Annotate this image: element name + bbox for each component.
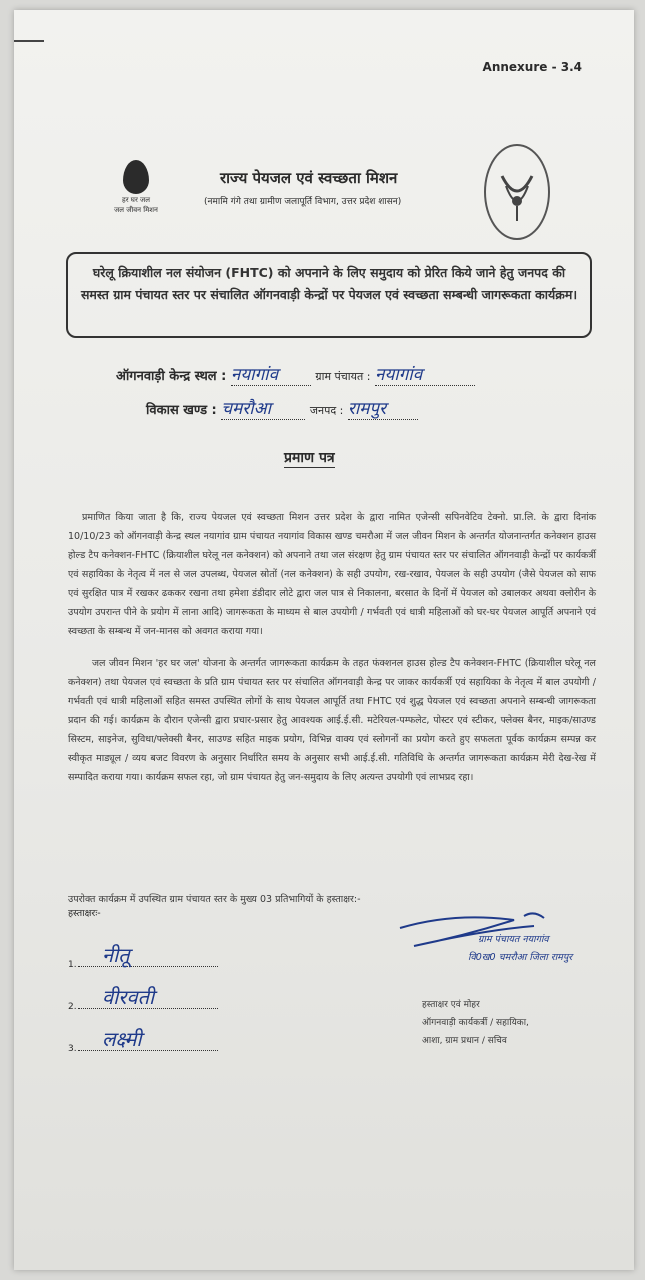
program-title-box: घरेलू क्रियाशील नल संयोजन (FHTC) को अपनाने के लिए समुदाय को प्रेरित किये जाने हेतु जनपद की समस्त ग्राम पंचायत स्तर पर संचालित ऑगनवाड़ी केन्द्रों पर पेयजल एवं स्वच्छता सम्बन्धी जागरूकता कार्यक्रम। [66,252,592,338]
vikas-khand-row [146,396,418,420]
handwritten-signature-icon [394,906,614,986]
participant-name: वीरवती [102,985,155,1009]
anganwadi-value: नयागांव [231,362,311,386]
anganwadi-row [116,362,475,386]
signatures-label: हस्ताक्षरः- [68,908,101,919]
participant-signature-3: 3. लक्ष्मी [68,1044,218,1054]
document-page [14,10,634,1270]
participant-name: नीतू [102,943,130,967]
paragraph-1: प्रमाणित किया जाता है कि, राज्य पेयजल एवं स्वच्छता मिशन उत्तर प्रदेश के द्वारा नामित एजेन्सी सपिनवेटिव टेक्नो. प्रा.लि. के द्वारा दिनांक 10/10/23 को ऑगनवाड़ी केन्द्र स्थल नयागांव ग्राम पंचायत नयागांव विकास खण्ड चमरौआ में जल जीवन मिशन के अन्तर्गत योजनान्तर्गत कनेक्शन हाउस होल्ड टैप कनेक्शन-FHTC (क्रियाशील घरेलू नल कनेक्शन) को अपनाने तथा जल संरक्षण हेतु ग्राम पंचायत स्तर पर संचालित ऑगनवाड़ी केन्द्रों पर कार्यकर्त्री एवं सहायिका के नेतृत्व में नल से जल उपलब्ध, पेयजल स्रोतों (नल कनेक्शन) के सही उपयोग, रख-रखाव, पेयजल के सही उपयोग (जैसे पेयजल को साफ एवं सुरक्षित पात्र में रखकर ढककर रखना तथा हमेशा डंडीदार लोटे द्वारा जल पात्र से निकालना, बरसात के दिनों में पेयजल को उबालकर अथवा क्लोरीन के उपयोग उपरान्त पीने के प्रयोग में लाना आदि) जागरूकता के माध्यम से बाल उपयोगी / गर्भवती एवं धात्री महिलाओं को घर-घर पेयजल आपूर्ति अपनाने एवं स्वच्छता के सम्बन्ध में जन-मानस को अवगत कराया गया। [68,512,596,637]
header [204,168,484,207]
anganwadi-label: ऑगनवाड़ी केन्द्र स्थल : [116,369,227,384]
logo-subtext: जल जीवन मिशन [114,206,158,214]
stamp-line-2: ऑगनवाड़ी कार्यकर्त्री / सहायिका, [422,1018,529,1028]
janpad-label: जनपद : [309,404,344,417]
vikas-khand-label: विकास खण्ड : [146,403,217,418]
official-signature [394,906,614,986]
gram-panchayat-value: नयागांव [375,362,475,386]
official-line-2: वि0ख0 चमरौआ जिला रामपुर [468,952,573,963]
participant-name: लक्ष्मी [102,1027,142,1051]
paragraph-2: जल जीवन मिशन 'हर घर जल' योजना के अन्तर्गत जागरूकता कार्यक्रम के तहत फंक्शनल हाउस होल्ड टैप कनेक्शन-FHTC (क्रियाशील घरेलू नल कनेक्शन) तथा पेयजल एवं स्वच्छता के प्रति ग्राम पंचायत स्तर पर संचालित ऑगनवाड़ी केन्द्र पर जाकर कार्यकर्त्री एवं सहायिका के नेतृत्व में बाल उपयोगी / गर्भवती एवं धात्री महिलाओं सहित समस्त उपस्थित लोगों के साथ पेयजल आपूर्ति तथा FHTC एवं शुद्ध पेयजल एवं स्वच्छता अपनाने सम्बन्धी जागरूकता प्रदान की गई। कार्यक्रम के दौरान एजेन्सी द्वारा प्रचार-प्रसार हेतु आवश्यक आई.ई.सी. मटेरियल-पम्फलेट, पोस्टर एवं स्टीकर, फ्लेक्स बैनर, माइक/साउण्ड सिस्टम, साइनेज, सुविधा/फ्लेक्सी बैनर, साउण्ड सहित माइक प्रयोग, विभिन्न वाक्य एवं स्लोगनों का प्रयोग करते हुए सफलता पूर्वक कार्यक्रम सम्पन्न कर स्वीकृत माड्यूल / व्यय बजट विवरण के अनुसार निर्धारित समय के अनुसार सभी आई.ई.सी. गतिविधि के अन्तर्गत जागरूकता कार्यक्रम मेरी देख-रेख में सम्पादित कराया गया। कार्यक्रम सफल रहा, जो ग्राम पंचायत हेतु जन-समुदाय के लिए अत्यन्त उपयोगी एवं लाभप्रद रहा। [68,658,596,783]
up-government-seal [484,144,550,240]
mission-subtitle: (नमामि गंगे तथा ग्रामीण जलापूर्ति विभाग, उत्तर प्रदेश शासन) [204,197,402,207]
water-drop-icon [123,160,149,194]
stamp-block [422,996,529,1050]
paragraph-3: उपरोक्त कार्यक्रम में उपस्थित ग्राम पंचायत स्तर के मुख्य 03 प्रतिभागियों के हस्ताक्षर:- [68,894,361,905]
certificate-title: प्रमाण पत्र [284,450,335,466]
participant-signature-2: 2. वीरवती [68,1002,218,1012]
janpad-value: रामपुर [348,396,418,420]
margin-mark [14,40,44,42]
seal-emblem-icon [486,146,548,238]
vikas-khand-value: चमरौआ [221,396,305,420]
mission-title: राज्य पेयजल एवं स्वच्छता मिशन [220,169,398,187]
stamp-line-3: आशा, ग्राम प्रधान / सचिव [422,1036,507,1046]
annexure-label: Annexure - 3.4 [482,60,582,74]
stamp-line-1: हस्ताक्षर एवं मोहर [422,1000,480,1010]
logo-text: हर घर जल [122,196,150,204]
gram-panchayat-label: ग्राम पंचायत : [315,370,371,383]
participant-signature-1: 1. नीतू [68,960,218,970]
official-line-1: ग्राम पंचायत नयागांव [478,934,549,945]
jal-jeevan-mission-logo [108,160,164,214]
